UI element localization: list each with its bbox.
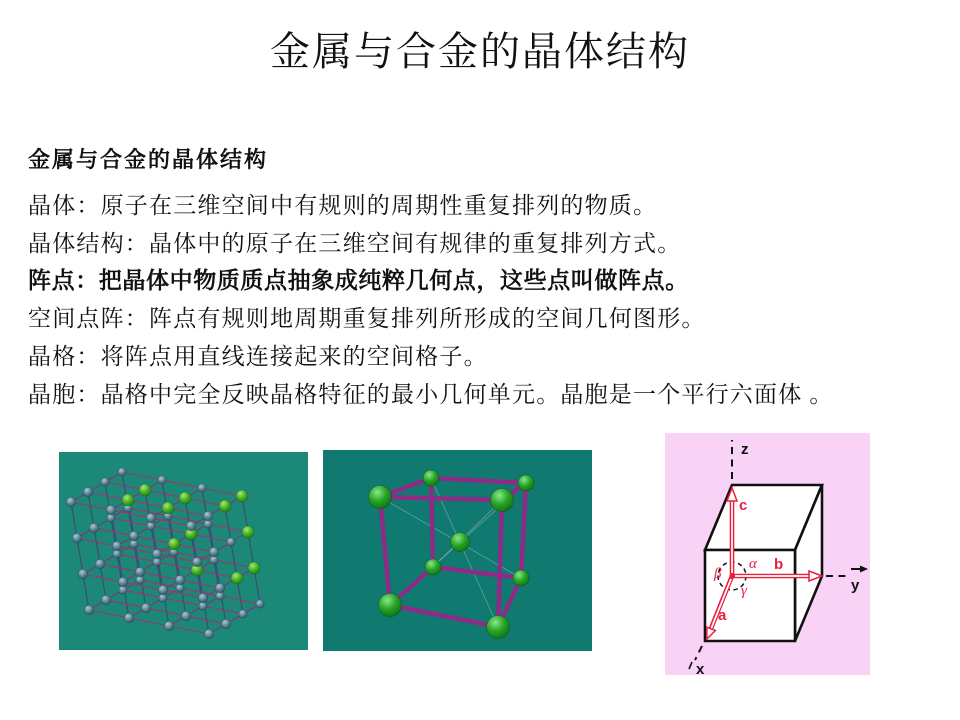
axes-diagram: [665, 433, 870, 675]
space-lattice-figure: [59, 452, 308, 650]
gamma-angle-label: γ: [741, 583, 747, 599]
space-lattice-svg: [59, 452, 308, 650]
c-edge-label: c: [739, 497, 748, 514]
alpha-angle-label: α: [749, 556, 757, 572]
definition-unit-cell: 晶胞：晶格中完全反映晶格特征的最小几何单元。晶胞是一个平行六面体 。: [28, 381, 834, 407]
z-axis-label: z: [741, 441, 749, 458]
section-heading: 金属与合金的晶体结构: [28, 147, 269, 172]
b-edge-label: b: [774, 556, 784, 573]
definition-crystal-lattice: 晶格：将阵点用直线连接起来的空间格子。: [28, 343, 488, 369]
definition-crystal: 晶体：原子在三维空间中有规则的周期性重复排列的物质。: [28, 193, 658, 218]
unit-cell-figure: [323, 450, 592, 651]
definition-crystal-structure: 晶体结构：晶体中的原子在三维空间有规律的重复排列方式。: [28, 230, 682, 256]
a-edge-label: a: [718, 607, 727, 624]
beta-angle-label: β: [714, 566, 722, 582]
page-title: 金属与合金的晶体结构: [270, 29, 690, 74]
crystal-axes-figure: [665, 433, 870, 675]
definition-space-lattice: 空间点阵：阵点有规则地周期重复排列所形成的空间几何图形。: [28, 306, 706, 332]
y-axis-label: y: [851, 577, 860, 594]
definition-lattice-point: 阵点：把晶体中物质质点抽象成纯粹几何点，这些点叫做阵点。: [28, 267, 689, 294]
definition-list: [28, 187, 928, 413]
x-axis-label: x: [696, 661, 705, 675]
unit-cell-svg: [323, 450, 592, 651]
